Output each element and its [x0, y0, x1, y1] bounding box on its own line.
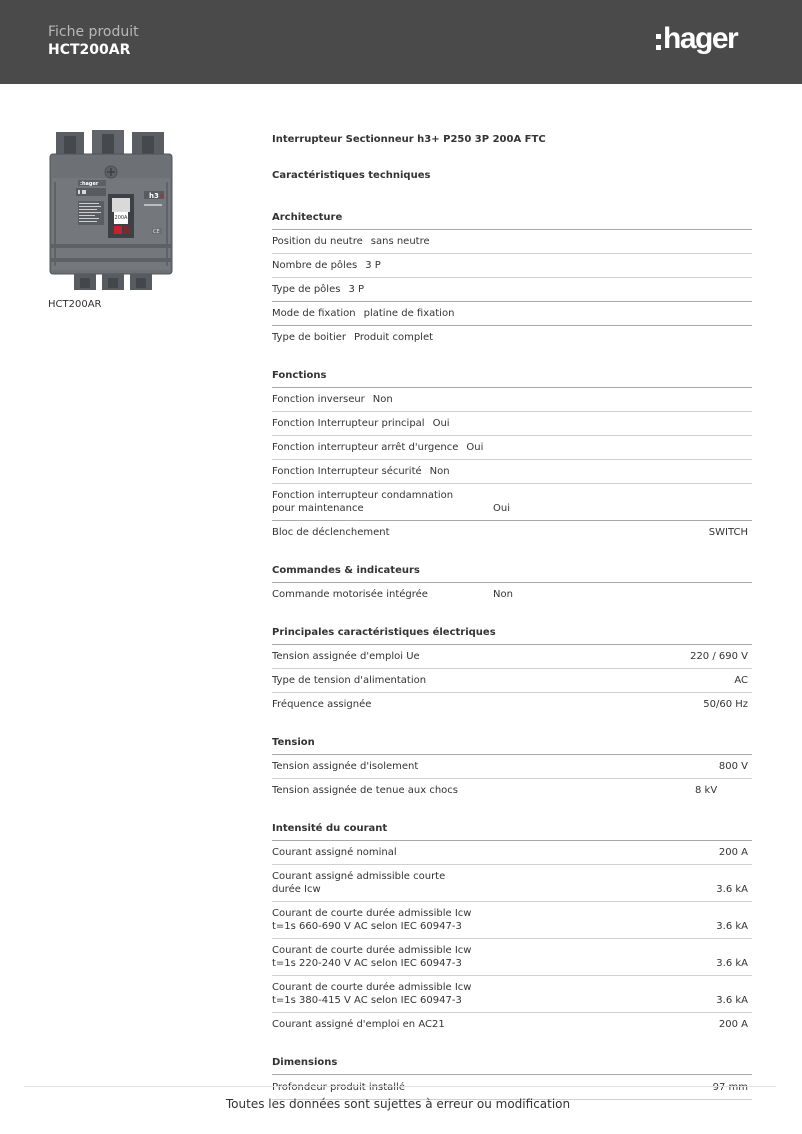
characteristics-title: Caractéristiques techniques: [272, 170, 431, 181]
svg-text::hager: :hager: [80, 181, 99, 187]
product-image: [48, 128, 174, 294]
footer-divider: [24, 1086, 776, 1087]
spec-row: Tension assignée de tenue aux chocs 8 kV: [272, 785, 718, 796]
image-caption: HCT200AR: [48, 299, 102, 310]
section-title-tension: Tension: [272, 736, 752, 755]
spec-row: Fonction Interrupteur principal Oui: [272, 412, 752, 436]
svg-text:200A: 200A: [114, 215, 128, 221]
section-title-fonctions: Fonctions: [272, 369, 752, 388]
spec-row: Type de tension d'alimentation AC: [272, 669, 752, 693]
spec-row: Courant de courte durée admissible Icw t=1s 220-240 V AC selon IEC 60947-3 3.6 kA: [272, 939, 752, 976]
spec-row: Fonction interrupteur condamnation pour maintenance Oui: [272, 484, 752, 521]
svg-text:+: +: [159, 192, 165, 200]
section-title-dimensions: Dimensions: [272, 1056, 752, 1075]
spec-row: Mode de fixation platine de fixation: [272, 302, 752, 326]
logo-colon-icon: [656, 34, 661, 50]
spec-row: Bloc de déclenchement SWITCH: [272, 527, 748, 538]
spec-row: Position du neutre sans neutre: [272, 230, 752, 254]
section-title-commandes: Commandes & indicateurs: [272, 564, 752, 583]
logo-text: hager: [663, 22, 738, 55]
spec-row: Nombre de pôles 3 P: [272, 254, 752, 278]
spec-row: Courant de courte durée admissible Icw t=1s 380-415 V AC selon IEC 60947-3 3.6 kA: [272, 976, 752, 1013]
hager-logo: [656, 21, 756, 61]
spec-row: Profondeur produit installé 97 mm: [272, 1075, 752, 1100]
spec-row: Type de pôles 3 P: [272, 278, 752, 302]
product-code: HCT200AR: [48, 42, 131, 58]
doc-type-label: Fiche produit: [48, 24, 139, 40]
spec-row: Courant assigné d'emploi en AC21 200 A: [272, 1019, 748, 1030]
footer-disclaimer: Toutes les données sont sujettes à erreur ou modification: [225, 1097, 571, 1111]
section-title-electriques: Principales caractéristiques électriques: [272, 626, 752, 645]
page-header: [0, 0, 802, 84]
spec-row: Fonction inverseur Non: [272, 388, 752, 412]
spec-row: Tension assignée d'emploi Ue 220 / 690 V: [272, 645, 752, 669]
svg-text:CE: CE: [153, 229, 160, 235]
spec-row: Courant assigné nominal 200 A: [272, 841, 752, 865]
spec-row: Type de boitier Produit complet: [272, 332, 434, 343]
product-title: Interrupteur Sectionneur h3+ P250 3P 200A FTC: [272, 134, 546, 145]
svg-text:h3: h3: [149, 192, 159, 200]
spec-row: Fonction interrupteur arrêt d'urgence Oui: [272, 436, 752, 460]
spec-row: Courant de courte durée admissible Icw t=1s 660-690 V AC selon IEC 60947-3 3.6 kA: [272, 902, 752, 939]
section-title-intensite: Intensité du courant: [272, 822, 752, 841]
specs-content: [272, 133, 752, 1100]
section-title-architecture: Architecture: [272, 211, 752, 230]
spec-row: Commande motorisée intégrée Non: [272, 589, 513, 600]
spec-row: Courant assigné admissible courte durée Icw 3.6 kA: [272, 865, 752, 902]
spec-row: Tension assignée d'isolement 800 V: [272, 755, 752, 779]
spec-row: Fonction Interrupteur sécurité Non: [272, 460, 752, 484]
spec-row: Fréquence assignée 50/60 Hz: [272, 699, 748, 710]
